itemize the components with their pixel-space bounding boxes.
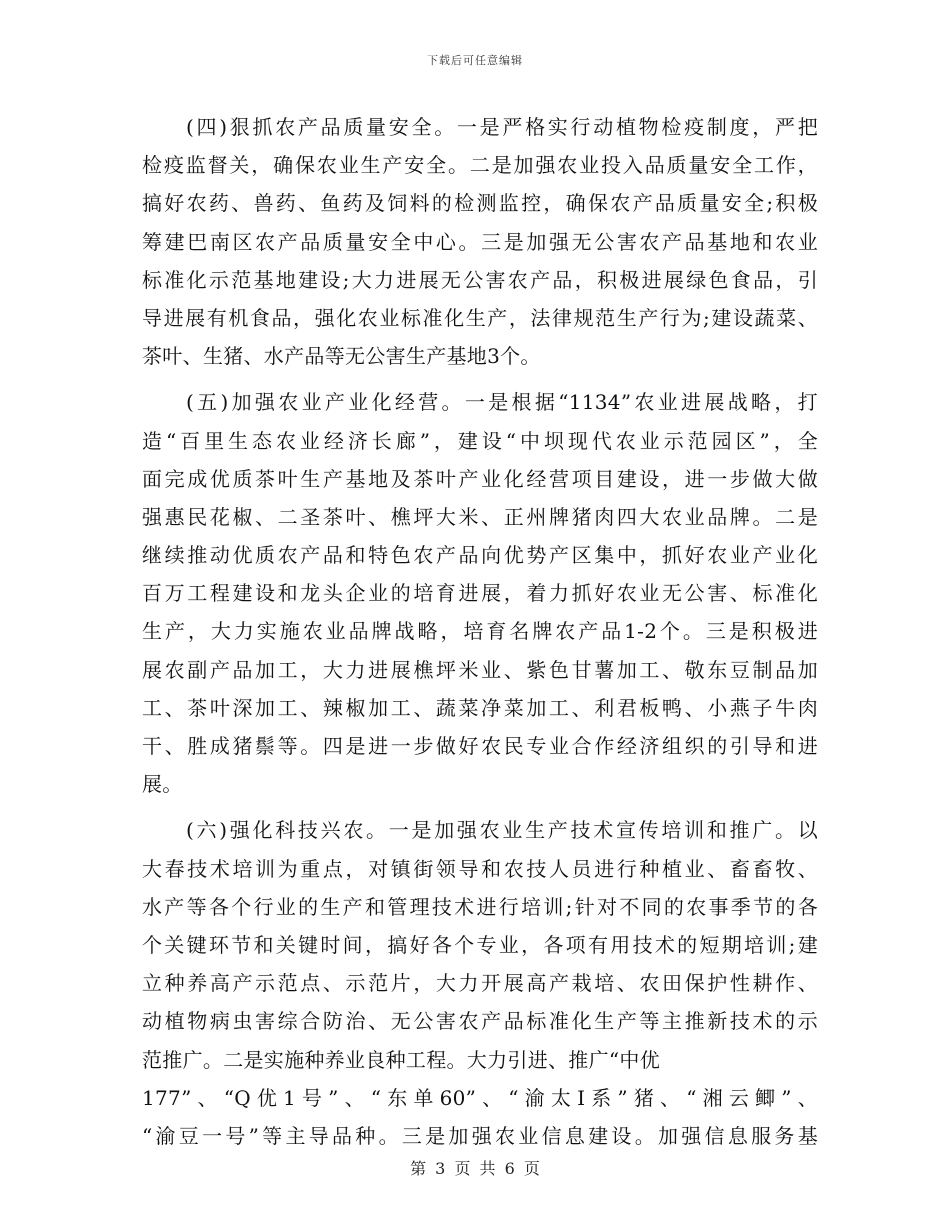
text-line: 搞好农药、兽药、鱼药及饲料的检测监控，确保农产品质量安全;积极 xyxy=(142,191,818,216)
text-line: 造“百里生态农业经济长廊”，建设“中坝现代农业示范园区”，全 xyxy=(142,428,818,453)
text-line: 筹建巴南区农产品质量安全中心。三是加强无公害农产品基地和农业 xyxy=(142,229,818,254)
text-line: 生产，大力实施农业品牌战略，培育名牌农产品1-2个。三是积极进 xyxy=(142,619,818,644)
text-line: 立种养高产示范点、示范片，大力开展高产栽培、农田保护性耕作、 xyxy=(142,971,818,996)
paragraph-6 xyxy=(142,811,818,1155)
text-line: (五)加强农业产业化经营。一是根据“1134”农业进展战略，打 xyxy=(186,390,818,415)
text-line: 检疫监督关，确保农业生产安全。二是加强农业投入品质量安全工作， xyxy=(142,153,818,178)
text-line: 动植物病虫害综合防治、无公害农产品标准化生产等主推新技术的示 xyxy=(142,1009,818,1034)
text-line: 个关键环节和关键时间，搞好各个专业，各项有用技术的短期培训;建 xyxy=(142,932,818,957)
text-line: 水产等各个行业的生产和管理技术进行培训;针对不同的农事季节的各 xyxy=(142,894,818,919)
text-line: 干、胜成猪鬃等。四是进一步做好农民专业合作经济组织的引导和进 xyxy=(142,734,818,758)
page-header-note: 下载后可任意编辑 xyxy=(427,54,523,67)
text-line: 标准化示范基地建设;大力进展无公害农产品，积极进展绿色食品，引 xyxy=(142,267,818,292)
text-line: (四)狠抓农产品质量安全。一是严格实行动植物检疫制度，严把 xyxy=(186,115,818,139)
text-line: 面完成优质茶叶生产基地及茶叶产业化经营项目建设，进一步做大做 xyxy=(142,466,818,491)
text-line: 继续推动优质农产品和特色农产品向优势产区集中，抓好农业产业化 xyxy=(142,543,818,568)
paragraph-4 xyxy=(142,108,818,375)
document-body xyxy=(142,108,818,1155)
text-line: “渝豆一号”等主导品种。三是加强农业信息建设。加强信息服务基 xyxy=(142,1123,818,1148)
text-line: (六)强化科技兴农。一是加强农业生产技术宣传培训和推广。以 xyxy=(186,818,818,843)
text-line: 177”、“Q优1号”、“东单60”、“渝太Ⅰ系”猪、“湘云鲫”、 xyxy=(142,1085,818,1110)
text-line: 展农副产品加工，大力进展樵坪米业、紫色甘薯加工、敬东豆制品加 xyxy=(142,657,818,682)
paragraph-5 xyxy=(142,383,818,803)
page-number-footer: 第 3 页 共 6 页 xyxy=(410,1159,540,1178)
text-line: 范推广。二是实施种养业良种工程。大力引进、推广“中优 xyxy=(142,1047,661,1072)
text-line: 工、茶叶深加工、辣椒加工、蔬菜净菜加工、利君板鸭、小燕子牛肉 xyxy=(142,695,818,720)
text-line: 茶叶、生猪、水产品等无公害生产基地3个。 xyxy=(142,344,541,369)
text-line: 强惠民花椒、二圣茶叶、樵坪大米、正州牌猪肉四大农业品牌。二是 xyxy=(142,504,818,529)
text-line: 大春技术培训为重点，对镇街领导和农技人员进行种植业、畜畜牧、 xyxy=(142,856,818,881)
text-line: 百万工程建设和龙头企业的培育进展，着力抓好农业无公害、标准化 xyxy=(142,581,818,606)
text-line: 导进展有机食品，强化农业标准化生产，法律规范生产行为;建设蔬菜、 xyxy=(142,305,818,330)
text-line: 展。 xyxy=(142,772,183,797)
